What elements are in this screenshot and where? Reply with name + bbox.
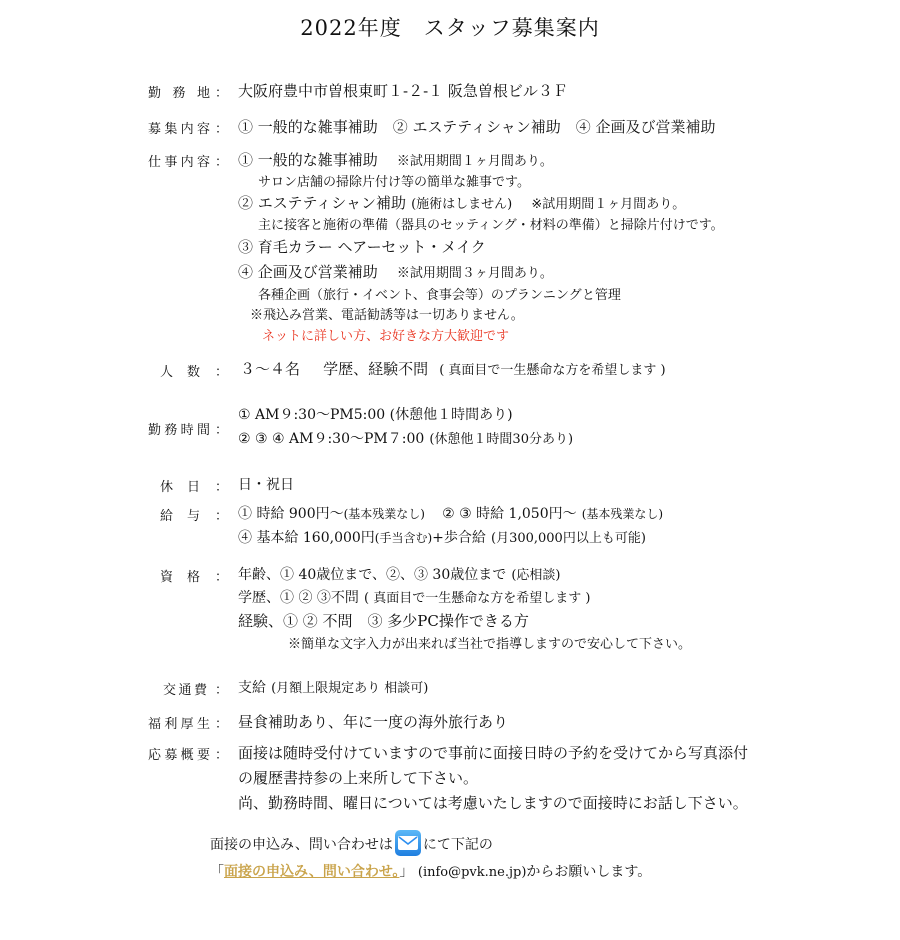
open-bracket: 「 xyxy=(210,864,224,880)
positions-label: 募集内容 xyxy=(148,122,210,137)
duty-item-2 xyxy=(238,192,685,213)
salary-c-note2: (月300,000円以上も可能) xyxy=(491,531,646,546)
duty-item-4 xyxy=(238,261,553,282)
duty-detail: サロン店舗の掃除片付け等の簡単な雑事です。 xyxy=(258,175,530,190)
qual-age-main: 年齢、① 40歳位まで、②、③ 30歳位まで xyxy=(238,567,507,583)
duty-notice: ※飛込み営業、電話勧誘等は一切ありません。 xyxy=(250,308,524,323)
qualifications-label: 資 格 xyxy=(160,570,200,585)
duty-detail: 主に接客と施術の準備（器具のセッティング・材料の準備）と掃除片付けです。 xyxy=(258,218,724,233)
location-label: 勤務地 xyxy=(148,86,210,101)
salary-a-main: ① 時給 900円〜 xyxy=(238,506,344,522)
welfare-value: 昼食補助あり、年に一度の海外旅行あり xyxy=(238,713,509,731)
salary-line-2 xyxy=(238,527,646,547)
positions-value: ① 一般的な雑事補助 ② エステティシャン補助 ④ 企画及び営業補助 xyxy=(238,118,716,136)
headcount-label: 人 数 xyxy=(160,365,200,380)
qual-education xyxy=(238,587,590,607)
application-line-3: 尚、勤務時間、曜日については考慮いたしますので面接時にお話し下さい。 xyxy=(238,794,748,812)
colon: ： xyxy=(215,683,229,698)
contact-line-1 xyxy=(210,830,493,856)
transport-value xyxy=(238,677,428,697)
application-link[interactable]: 面接の申込み、問い合わせ。 xyxy=(224,864,400,880)
transport-label: 交通費 xyxy=(163,683,207,698)
duties-label: 仕事内容 xyxy=(148,155,210,170)
close-bracket: 」 xyxy=(399,864,414,880)
qual-age xyxy=(238,564,561,584)
colon: ： xyxy=(215,480,229,495)
hours-line-2-note: (休憩他１時間30分あり) xyxy=(429,432,574,447)
duty-title: ④ 企画及び営業補助 xyxy=(238,263,378,281)
holidays-label: 休 日 xyxy=(160,480,200,495)
salary-c-note1: (手当含む) xyxy=(374,531,433,545)
qual-note: ※簡単な文字入力が出来れば当社で指導しますので安心して下さい。 xyxy=(288,637,692,652)
duty-note: ※試用期間１ヶ月間あり。 xyxy=(396,154,553,169)
contact-intro-post: にて下記の xyxy=(422,837,493,853)
colon: ： xyxy=(215,509,229,524)
colon: ： xyxy=(215,365,229,380)
colon: ： xyxy=(215,122,229,137)
welfare-label: 福利厚生 xyxy=(148,717,210,732)
colon: ： xyxy=(215,717,229,732)
transport-note: (月額上限規定あり 相談可) xyxy=(271,681,429,696)
duty-item-3: ③ 育毛カラー ヘアーセット・メイク xyxy=(238,238,486,256)
salary-a-note: (基本残業なし) xyxy=(343,507,425,521)
colon: ： xyxy=(215,748,229,763)
hours-label: 勤務時間 xyxy=(148,423,210,438)
page-title: 2022年度 スタッフ募集案内 xyxy=(300,16,600,40)
salary-c-main1: ④ 基本給 160,000円 xyxy=(238,530,375,546)
headcount-requirement: 学歴、経験不問 xyxy=(323,360,429,378)
contact-line-2-post: からお願いします。 xyxy=(526,864,652,880)
mail-icon[interactable] xyxy=(395,830,421,856)
contact-line-2 xyxy=(210,861,651,881)
colon: ： xyxy=(215,86,229,101)
duty-title: ① 一般的な雑事補助 xyxy=(238,151,378,169)
welcome-text: ネットに詳しい方、お好きな方大歓迎です xyxy=(262,329,510,344)
colon: ： xyxy=(215,423,229,438)
headcount-count: ３〜４名 xyxy=(240,360,301,378)
duty-title-small: (施術はしません) xyxy=(411,197,513,212)
application-line-1: 面接は随時受付けていますので事前に面接日時の予約を受けてから写真添付 xyxy=(238,744,749,762)
duty-item-1 xyxy=(238,149,553,170)
salary-c-main2: +歩合給 xyxy=(432,530,486,546)
holidays-value: 日・祝日 xyxy=(238,477,294,493)
colon: ： xyxy=(215,570,229,585)
colon: ： xyxy=(215,155,229,170)
duty-note: ※試用期間１ヶ月間あり。 xyxy=(531,197,686,212)
qual-age-note: (応相談) xyxy=(511,568,561,583)
hours-line-2-main: ② ③ ④ AM９:30〜PM７:00 xyxy=(238,431,425,447)
hours-line-2 xyxy=(238,428,573,448)
application-label: 応募概要 xyxy=(148,748,210,763)
qual-edu-main: 学歴、① ② ③不問 xyxy=(238,590,359,606)
salary-label: 給 与 xyxy=(160,509,200,524)
duty-note: ※試用期間３ヶ月間あり。 xyxy=(396,266,553,281)
qual-edu-note: ( 真面目で一生懸命な方を希望します ) xyxy=(364,591,591,606)
duty-detail: 各種企画（旅行・イベント、食事会等）のプランニングと管理 xyxy=(258,288,621,303)
transport-main: 支給 xyxy=(238,680,266,696)
hours-line-1: ① AM９:30〜PM5:00 (休憩他１時間あり) xyxy=(238,407,513,423)
headcount-value xyxy=(240,358,666,379)
application-line-2: の履歴書持参の上来所して下さい。 xyxy=(238,769,479,787)
salary-line-1 xyxy=(238,503,663,523)
contact-intro: 面接の申込み、問い合わせは xyxy=(210,837,393,853)
salary-b-main: ② ③ 時給 1,050円〜 xyxy=(442,506,577,522)
headcount-note: ( 真面目で一生懸命な方を希望します ) xyxy=(439,363,666,378)
location-value: 大阪府豊中市曽根東町１-２-１ 阪急曽根ビル３Ｆ xyxy=(238,82,568,100)
qual-experience: 経験、① ② 不問 ③ 多少PC操作できる方 xyxy=(238,612,529,630)
contact-email: (info@pvk.ne.jp) xyxy=(417,865,527,880)
duty-title: ② エステティシャン補助 xyxy=(238,194,406,212)
salary-b-note: (基本残業なし) xyxy=(581,507,664,521)
